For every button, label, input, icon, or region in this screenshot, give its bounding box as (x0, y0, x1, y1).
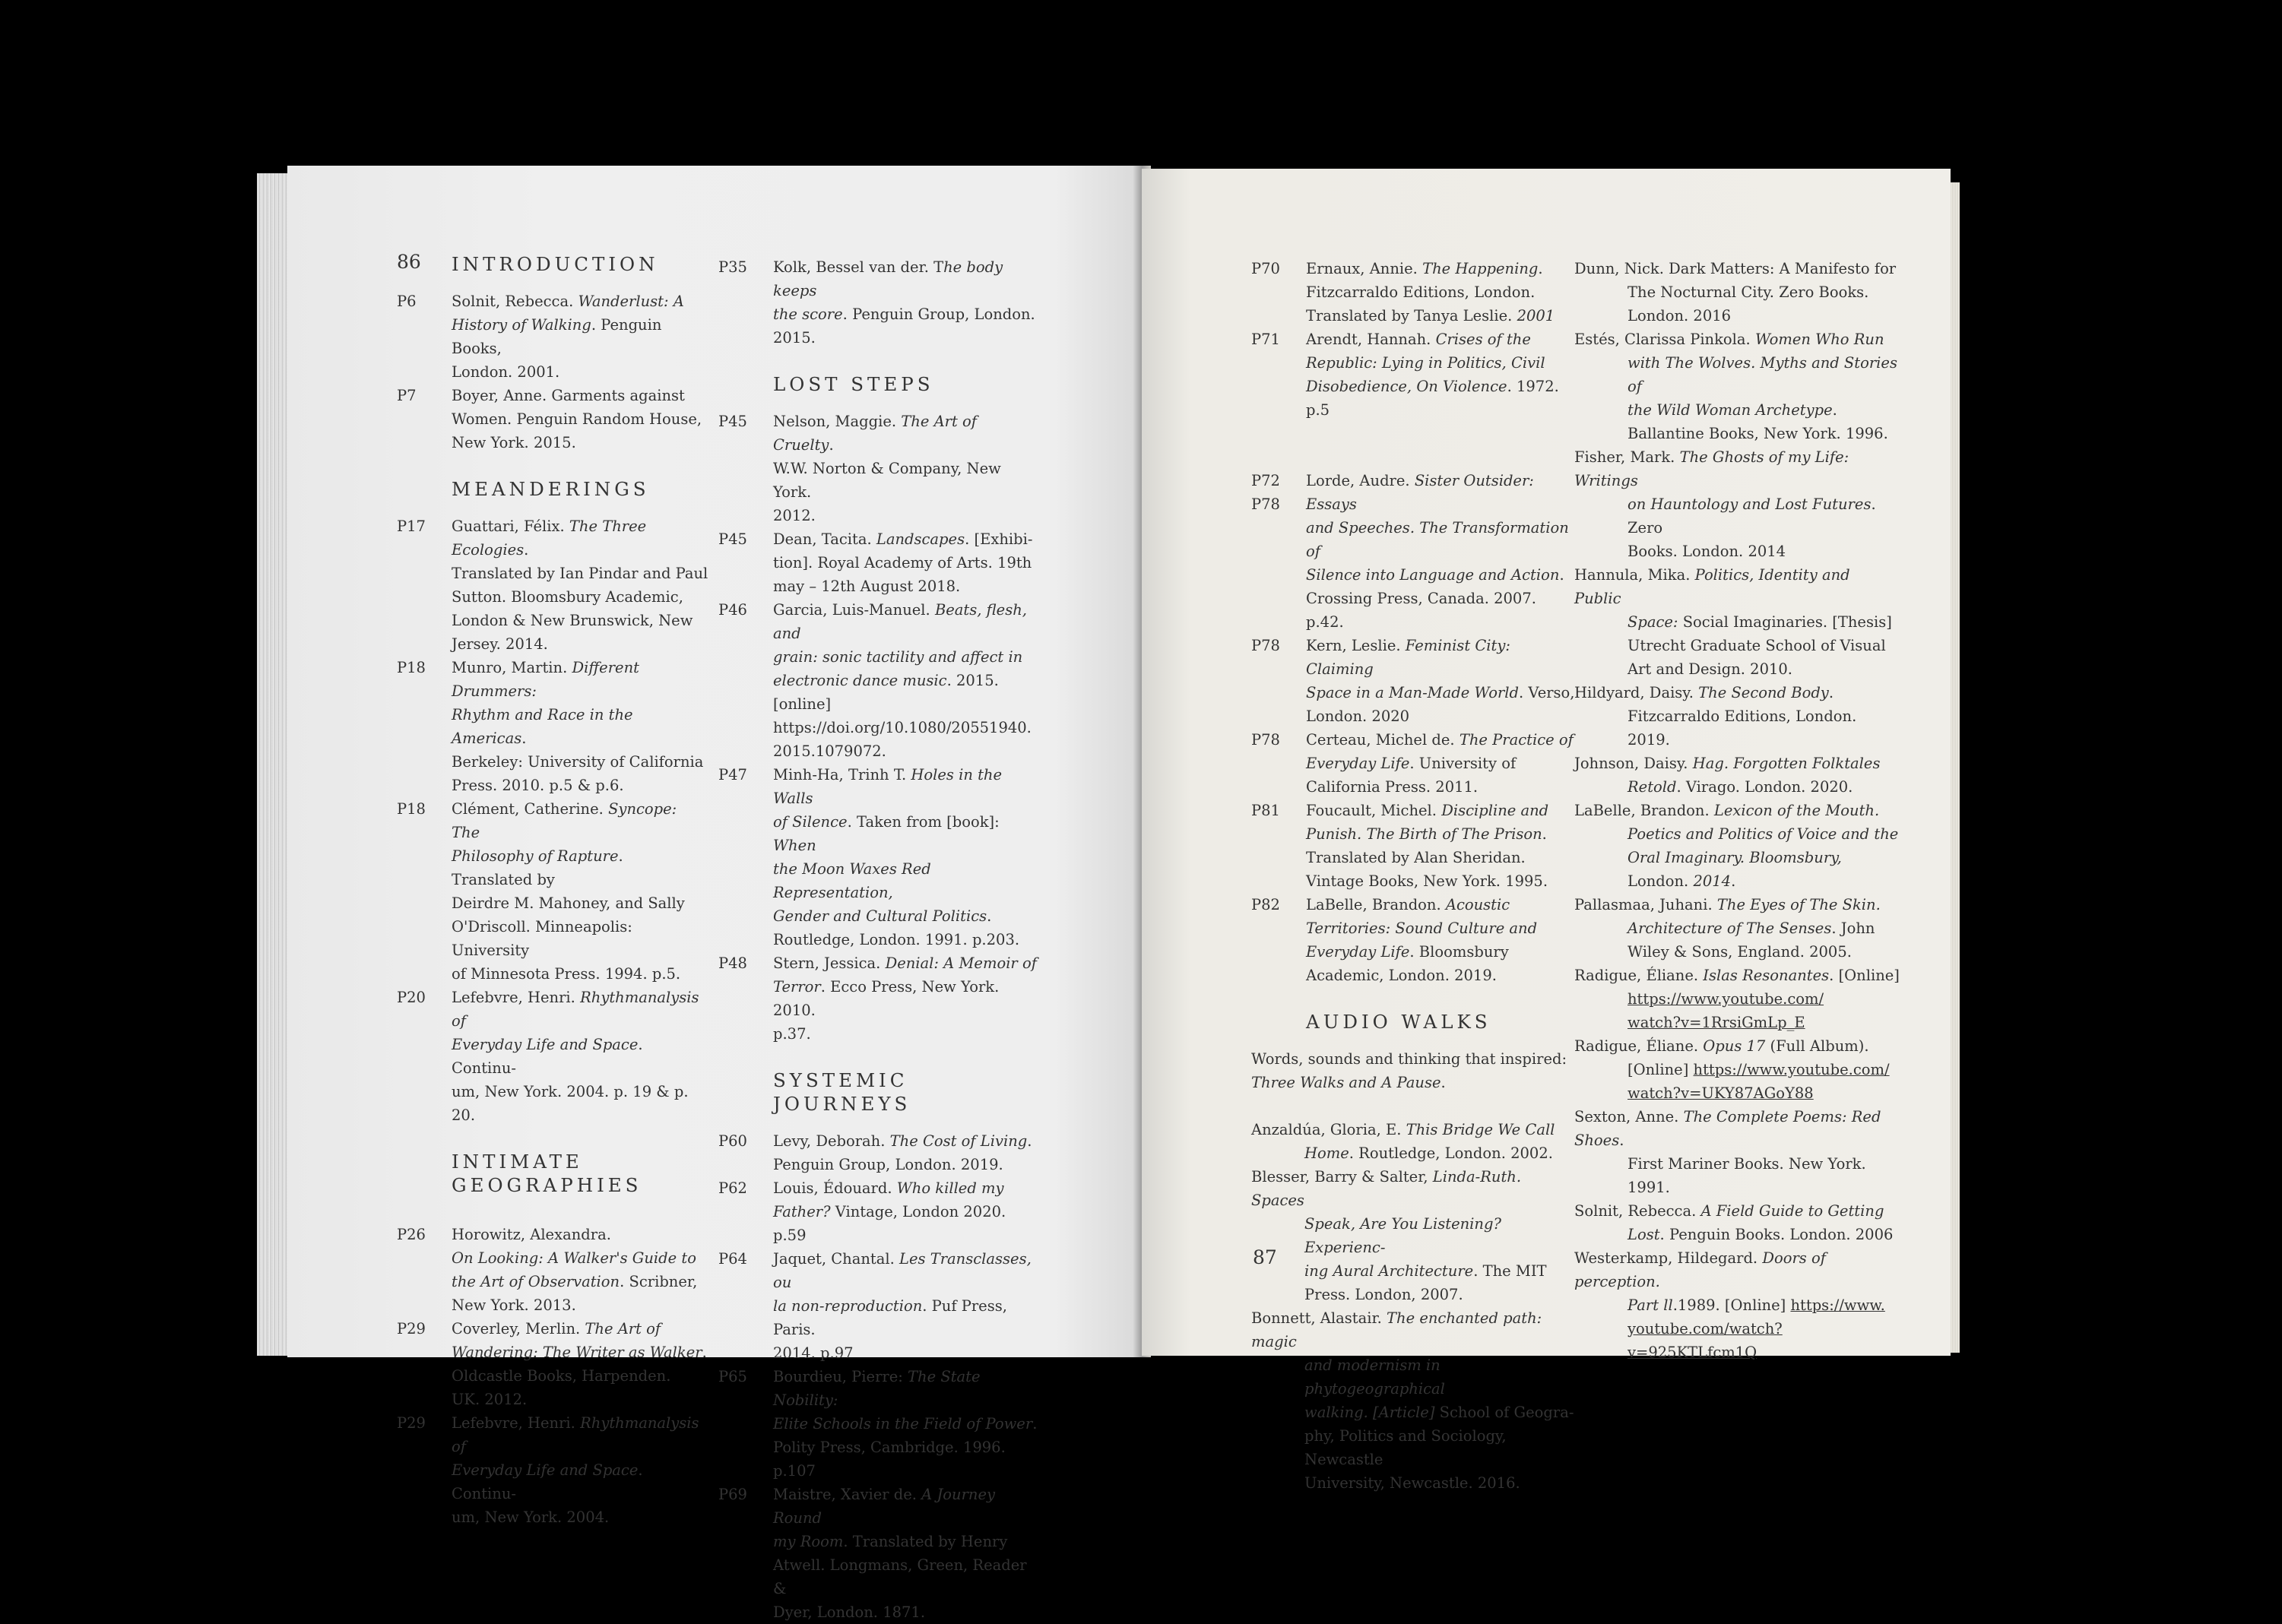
entry-line: electronic dance music. 2015. [online] (773, 672, 999, 713)
entry-line: Louis, Édouard. Who killed my (773, 1179, 1004, 1197)
page-ref: P47 (718, 766, 747, 784)
page-number-right: 87 (1253, 1246, 1277, 1268)
entry-line: of Minnesota Press. 1994. p.5. (452, 965, 681, 983)
entry-line: Hildyard, Daisy. The Second Body. (1574, 684, 1834, 701)
entry-line: The Nocturnal City. Zero Books. (1628, 283, 1869, 301)
entry-line[interactable]: Part ll.1989. [Online] https://www. (1628, 1296, 1885, 1314)
entry-line: um, New York. 2004. p. 19 & p. 20. (452, 1083, 689, 1124)
entry-line: Speak, Are You Listening? Experienc- (1304, 1215, 1501, 1256)
entry-line: my Room. Translated by Henry (773, 1533, 1008, 1550)
section-title: SYSTEMIC JOURNEYS (773, 1069, 911, 1115)
entry-line: may – 12th August 2018. (773, 578, 961, 595)
entry-line: O'Driscoll. Minneapolis: University (452, 918, 632, 959)
entry-line: New York. 2013. (452, 1296, 576, 1314)
page-number-left: 86 (397, 251, 421, 273)
entry-line: Blesser, Barry & Salter, Linda-Ruth. Spaces (1251, 1168, 1522, 1209)
entry-line: Jaquet, Chantal. Les Transclasses, ou (773, 1250, 1032, 1291)
page-ref: P78 (1251, 637, 1280, 654)
page-ref: P71 (1251, 331, 1280, 348)
entry-line: Radigue, Éliane. Islas Resonantes. [Online] (1574, 967, 1900, 984)
reference-entry (718, 255, 1038, 350)
reference-entry (1574, 563, 1901, 681)
entry-line: Garcia, Luis-Manuel. Beats, flesh, and (773, 601, 1027, 642)
entry-line: Lefebvre, Henri. Rhythmanalysis of (452, 989, 699, 1030)
entry-line: https://doi.org/10.1080/20551940. (773, 719, 1032, 736)
entry-line: and Speeches. The Transformation of (1306, 519, 1569, 560)
reference-entry (397, 290, 708, 384)
entry-line: Dyer, London. 1871. (773, 1603, 926, 1621)
entry-line: Arendt, Hannah. Crises of the (1306, 331, 1531, 348)
entry-line: Hannula, Mika. Politics, Identity and Public (1574, 566, 1850, 607)
reference-entry (1251, 469, 1578, 634)
entry-line: Republic: Lying in Politics, Civil (1306, 354, 1545, 372)
entry-line: Space in a Man-Made World. Verso, (1306, 684, 1575, 701)
entry-line: Horowitz, Alexandra. (452, 1226, 611, 1243)
entry-line: London. 2001. (452, 363, 560, 381)
entry-line: Solnit, Rebecca. Wanderlust: A (452, 293, 684, 310)
page-ref: P20 (397, 989, 426, 1006)
entry-line: the score. Penguin Group, London. (773, 305, 1035, 323)
page-ref: P48 (718, 954, 747, 972)
entry-line: Translated by Alan Sheridan. (1306, 849, 1526, 866)
entry-line: walking. [Article] School of Geogra- (1304, 1404, 1574, 1421)
entry-line: Space: Social Imaginaries. [Thesis] (1628, 613, 1892, 631)
reference-entry (1574, 681, 1901, 752)
reference-entry (1574, 1246, 1901, 1364)
reference-entry (1574, 893, 1901, 964)
right-column-2 (1574, 257, 1901, 1364)
entry-line: p.37. (773, 1025, 811, 1043)
entry-line: 2014. p.97 (773, 1344, 854, 1362)
reference-entry (397, 986, 708, 1127)
reference-entry (397, 656, 708, 797)
entry-line: Fitzcarraldo Editions, London. 2019. (1628, 708, 1857, 749)
entry-line: LaBelle, Brandon. Lexicon of the Mouth. (1574, 802, 1880, 819)
reference-entry (1574, 328, 1901, 445)
entry-line: Press. London, 2007. (1304, 1286, 1463, 1303)
entry-line: Punish. The Birth of The Prison. (1306, 825, 1547, 843)
entry-line: Oldcastle Books, Harpenden. (452, 1367, 671, 1385)
entry-line: Routledge, London. 1991. p.203. (773, 931, 1020, 948)
entry-line: tion]. Royal Academy of Arts. 19th (773, 554, 1032, 571)
entry-line: Silence into Language and Action. (1306, 566, 1564, 584)
entry-line: Oral Imaginary. Bloomsbury, (1628, 849, 1842, 866)
reference-entry (718, 951, 1038, 1046)
entry-line: Dean, Tacita. Landscapes. [Exhibi- (773, 530, 1033, 548)
entry-line[interactable]: [Online] https://www.youtube.com/ (1628, 1061, 1890, 1078)
entry-line: 2015. (773, 329, 816, 347)
entry-line: grain: sonic tactility and affect in (773, 648, 1023, 666)
entry-line: Father? Vintage, London 2020. p.59 (773, 1203, 1006, 1244)
entry-line: London & New Brunswick, New (452, 612, 693, 629)
reference-entry (1574, 257, 1901, 328)
entry-line: On Looking: A Walker's Guide to (452, 1249, 696, 1267)
left-column-2 (718, 255, 1038, 1624)
reference-entry (718, 598, 1038, 763)
page-ref: P45 (718, 413, 747, 430)
reference-entry (1251, 1118, 1578, 1165)
entry-line: UK. 2012. (452, 1391, 528, 1408)
page-ref: P62 (718, 1179, 747, 1197)
reference-entry (1251, 634, 1578, 728)
entry-line: Terror. Ecco Press, New York. 2010. (773, 978, 1000, 1019)
entry-line: Ernaux, Annie. The Happening. (1306, 260, 1543, 277)
entry-line: History of Walking. Penguin Books, (452, 316, 662, 357)
reference-entry (1574, 799, 1901, 893)
entry-line: Radigue, Éliane. Opus 17 (Full Album). (1574, 1037, 1869, 1055)
entry-line: Minh-Ha, Trinh T. Holes in the Walls (773, 766, 1003, 807)
reference-entry (1574, 752, 1901, 799)
entry-line: Everyday Life. University of (1306, 755, 1517, 772)
entry-line: 2012. (773, 507, 816, 524)
reference-entry (1251, 893, 1578, 987)
page-ref: P6 (397, 293, 417, 310)
entry-line: First Mariner Books. New York. 1991. (1628, 1155, 1866, 1196)
entry-line: the Moon Waxes Red Representation, (773, 860, 931, 901)
entry-line: Polity Press, Cambridge. 1996. p.107 (773, 1439, 1006, 1480)
entry-line: Kern, Leslie. Feminist City: Claiming (1306, 637, 1510, 678)
entry-line: Clément, Catherine. Syncope: The (452, 800, 677, 841)
page-ref: P64 (718, 1250, 747, 1268)
entry-line: Coverley, Merlin. The Art of (452, 1320, 661, 1338)
entry-line: Bonnett, Alastair. The enchanted path: magic (1251, 1309, 1542, 1350)
reference-entry (718, 1247, 1038, 1365)
entry-line: Retold. Virago. London. 2020. (1628, 778, 1853, 796)
entry-line: Lefebvre, Henri. Rhythmanalysis of (452, 1414, 699, 1455)
entry-line: the Art of Observation. Scribner, (452, 1273, 698, 1290)
entry-line: Art and Design. 2010. (1628, 660, 1792, 678)
entry-line: Deirdre M. Mahoney, and Sally (452, 894, 685, 912)
entry-line: Certeau, Michel de. The Practice of (1306, 731, 1574, 749)
reference-entry (718, 410, 1038, 527)
page-ref: P82 (1251, 896, 1280, 913)
entry-line: Munro, Martin. Different Drummers: (452, 659, 639, 700)
reference-entry (1574, 445, 1901, 563)
entry-line[interactable]: watch?v=UKY87AGoY88 (1628, 1084, 1814, 1102)
entry-line: Everyday Life and Space. Continu- (452, 1461, 643, 1502)
reference-entry (397, 1317, 708, 1411)
reference-entry (1251, 728, 1578, 799)
entry-line: Fitzcarraldo Editions, London. (1306, 283, 1536, 301)
reference-entry (718, 1365, 1038, 1483)
entry-line: Philosophy of Rapture. Translated by (452, 847, 623, 888)
section-title: MEANDERINGS (452, 478, 650, 500)
page-ref: P46 (718, 601, 747, 619)
page-ref: P69 (718, 1486, 747, 1503)
section-title: LOST STEPS (773, 373, 934, 395)
right-page-edges (1951, 182, 1960, 1353)
entry-line: Johnson, Daisy. Hag. Forgotten Folktales (1574, 755, 1881, 772)
reference-entry (397, 514, 708, 656)
reference-entry (1251, 1165, 1578, 1306)
entry-line: ing Aural Architecture. The MIT (1304, 1262, 1547, 1280)
reference-entry (397, 384, 708, 454)
entry-line: Boyer, Anne. Garments against (452, 387, 685, 404)
page-ref: P81 (1251, 802, 1280, 819)
reference-entry (397, 1223, 708, 1317)
entry-line: on Hauntology and Lost Futures. Zero (1628, 495, 1876, 537)
entry-line: Women. Penguin Random House, (452, 410, 702, 428)
entry-line: Bourdieu, Pierre: The State Nobility: (773, 1368, 981, 1409)
entry-line: Vintage Books, New York. 1995. (1306, 872, 1548, 890)
entry-line: Architecture of The Senses. John (1628, 920, 1875, 937)
section-title: INTRODUCTION (452, 253, 659, 275)
entry-line: Elite Schools in the Field of Power. (773, 1415, 1038, 1432)
entry-line: New York. 2015. (452, 434, 576, 451)
reference-entry (397, 797, 708, 986)
entry-line: Foucault, Michel. Discipline and (1306, 802, 1549, 819)
entry-line: 2015.1079072. (773, 742, 886, 760)
page-ref: P18 (397, 800, 426, 818)
page-ref: P26 (397, 1226, 426, 1243)
page-ref: P18 (397, 659, 426, 676)
entry-line: Guattari, Félix. The Three Ecologies. (452, 518, 647, 559)
entry-line: Fisher, Mark. The Ghosts of my Life: Writings (1574, 448, 1849, 489)
entry-line: Translated by Ian Pindar and Paul (452, 565, 708, 582)
audio-walks-intro: Words, sounds and thinking that inspired: Three Walks and A Pause. (1251, 1050, 1567, 1091)
entry-line: Gender and Cultural Politics. (773, 907, 992, 925)
entry-line: with The Wolves. Myths and Stories of (1628, 354, 1897, 395)
entry-line: Stern, Jessica. Denial: A Memoir of (773, 954, 1037, 972)
entry-line: California Press. 2011. (1306, 778, 1479, 796)
entry-line: LaBelle, Brandon. Acoustic (1306, 896, 1510, 913)
page-ref: P35 (718, 258, 747, 276)
reference-entry (397, 1411, 708, 1529)
entry-line: London. 2016 (1628, 307, 1732, 324)
page-ref: P45 (718, 530, 747, 548)
entry-line[interactable]: youtube.com/watch?v=925KTLfcm1Q (1628, 1320, 1783, 1361)
entry-line: London. 2014. (1628, 872, 1736, 890)
entry-line: la non-reproduction. Puf Press, Paris. (773, 1297, 1007, 1338)
reference-entry (1251, 1306, 1578, 1495)
reference-entry (718, 1176, 1038, 1247)
page-ref: P29 (397, 1320, 426, 1338)
reference-entry (718, 1483, 1038, 1624)
reference-entry (1251, 799, 1578, 893)
entry-line: Press. 2010. p.5 & p.6. (452, 777, 624, 794)
entry-line: the Wild Woman Archetype. (1628, 401, 1837, 419)
reference-entry (1574, 1034, 1901, 1105)
reference-entry (1574, 964, 1901, 1034)
entry-line: Wandering: The Writer as Walker. (452, 1344, 707, 1361)
entry-line[interactable]: https://www.youtube.com/ (1628, 990, 1824, 1008)
entry-line: Sexton, Anne. The Complete Poems: Red Shoes. (1574, 1108, 1881, 1149)
entry-line: Everyday Life and Space. Continu- (452, 1036, 643, 1077)
entry-line: Anzaldúa, Gloria, E. This Bridge We Call (1251, 1121, 1555, 1138)
page-ref: P7 (397, 387, 417, 404)
entry-line: Crossing Press, Canada. 2007. p.42. (1306, 590, 1536, 631)
entry-line: Lost. Penguin Books. London. 2006 (1628, 1226, 1894, 1243)
entry-line: Estés, Clarissa Pinkola. Women Who Run (1574, 331, 1884, 348)
page-ref: P60 (718, 1132, 747, 1150)
reference-entry (718, 1129, 1038, 1176)
entry-line[interactable]: watch?v=1RrsiGmLp_E (1628, 1014, 1805, 1031)
entry-line: Home. Routledge, London. 2002. (1304, 1144, 1553, 1162)
entry-line: Dunn, Nick. Dark Matters: A Manifesto for (1574, 260, 1897, 277)
entry-line: Levy, Deborah. The Cost of Living. (773, 1132, 1032, 1150)
entry-line: W.W. Norton & Company, New York. (773, 460, 1001, 501)
entry-line: Ballantine Books, New York. 1996. (1628, 425, 1888, 442)
entry-line: Westerkamp, Hildegard. Doors of perception. (1574, 1249, 1826, 1290)
entry-line: Rhythm and Race in the Americas. (452, 706, 633, 747)
right-column-1 (1251, 257, 1578, 1495)
entry-line: Books. London. 2014 (1628, 543, 1786, 560)
reference-entry (1251, 328, 1578, 422)
entry-line: Nelson, Maggie. The Art of Cruelty. (773, 413, 977, 454)
left-page-edges (257, 173, 287, 1356)
entry-line: Wiley & Sons, England. 2005. (1628, 943, 1852, 961)
reference-entry (1251, 257, 1578, 328)
entry-line: Jersey. 2014. (452, 635, 548, 653)
entry-line: Kolk, Bessel van der. The body keeps (773, 258, 1003, 299)
page-ref: P17 (397, 518, 426, 535)
reference-entry (1574, 1105, 1901, 1199)
entry-line: Penguin Group, London. 2019. (773, 1156, 1003, 1173)
entry-line: Berkeley: University of California (452, 753, 704, 771)
page-ref: P29 (397, 1414, 426, 1432)
entry-line: University, Newcastle. 2016. (1304, 1474, 1520, 1492)
entry-line: Disobedience, On Violence. 1972. p.5 (1306, 378, 1559, 419)
entry-line: Atwell. Longmans, Green, Reader & (773, 1556, 1027, 1597)
entry-line: Utrecht Graduate School of Visual (1628, 637, 1886, 654)
entry-line: London. 2020 (1306, 708, 1410, 725)
entry-line: of Silence. Taken from [book]: When (773, 813, 1000, 854)
page-ref: P78 (1251, 731, 1280, 749)
entry-line: Academic, London. 2019. (1306, 967, 1497, 984)
entry-line: Sutton. Bloomsbury Academic, (452, 588, 683, 606)
entry-line: um, New York. 2004. (452, 1508, 610, 1526)
entry-line: Pallasmaa, Juhani. The Eyes of The Skin. (1574, 896, 1881, 913)
entry-line: Territories: Sound Culture and (1306, 920, 1538, 937)
entry-line: Maistre, Xavier de. A Journey Round (773, 1486, 996, 1527)
left-column-1 (397, 252, 708, 1529)
reference-entry (718, 527, 1038, 598)
entry-line: phy, Politics and Sociology, Newcastle (1304, 1427, 1507, 1468)
reference-entry (718, 763, 1038, 951)
reference-entry (1574, 1199, 1901, 1246)
section-title: INTIMATE GEOGRAPHIES (452, 1151, 642, 1196)
entry-line: Everyday Life. Bloomsbury (1306, 943, 1509, 961)
section-title: AUDIO WALKS (1306, 1011, 1491, 1033)
entry-line: and modernism in phytogeographical (1304, 1356, 1445, 1398)
entry-line: Poetics and Politics of Voice and the (1628, 825, 1899, 843)
page-ref: P65 (718, 1368, 747, 1385)
entry-line: Translated by Tanya Leslie. 2001 (1306, 307, 1555, 324)
page-ref: P70 (1251, 260, 1280, 277)
page-ref: P72 P78 (1251, 472, 1280, 513)
entry-line: Solnit, Rebecca. A Field Guide to Getting (1574, 1202, 1884, 1220)
entry-line: Lorde, Audre. Sister Outsider: Essays (1306, 472, 1534, 513)
